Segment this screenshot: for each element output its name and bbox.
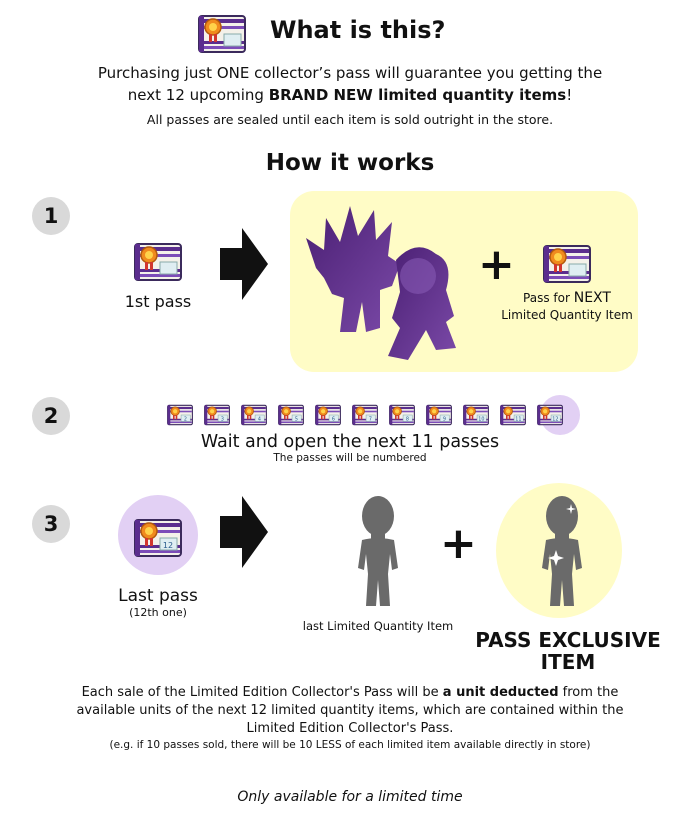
numbered-pass-icon [203, 402, 231, 428]
numbered-pass-icon [425, 402, 453, 428]
numbered-pass-icon [351, 402, 379, 428]
last-item-label: last Limited Quantity Item [302, 619, 454, 633]
numbered-passes-row [166, 398, 586, 434]
footer-line1 [0, 684, 700, 702]
numbered-pass-icon [240, 402, 268, 428]
arrow-right-icon [220, 496, 268, 568]
pass-number: 12 [552, 417, 559, 423]
next-pass-label-line1 [494, 290, 640, 307]
step-number-3: 3 [32, 505, 70, 543]
intro-text-line1: Purchasing just ONE collector’s pass will guarantee you getting the [97, 64, 603, 82]
next-pass-label [494, 290, 640, 324]
step2-label: Wait and open the next 11 passes [200, 432, 500, 452]
plus-sign: + [440, 518, 477, 569]
pass-number: 11 [515, 417, 522, 423]
next-pass-label-line2: Limited Quantity Item [501, 308, 633, 322]
avatar-silhouette-icon [350, 494, 406, 612]
pass-number: 6 [331, 417, 335, 423]
collectors-pass-icon [196, 10, 248, 58]
intro-text-line3: All passes are sealed until each item is sold outright in the store. [146, 112, 554, 127]
step-number-2: 2 [32, 397, 70, 435]
last-pass-icon [132, 514, 184, 562]
numbered-pass-icon [462, 402, 490, 428]
plus-sign: + [478, 239, 515, 290]
pass-number: 9 [442, 417, 446, 423]
pass-number: 8 [405, 417, 409, 423]
footer-example-note: (e.g. if 10 passes sold, there will be 10 LESS of each limited item available directly in store) [109, 739, 591, 751]
first-pass-icon [132, 238, 184, 286]
exclusive-avatar-icon [534, 494, 590, 612]
next-pass-label-bold: NEXT [573, 290, 611, 306]
footer-line1-pre: Each sale of the Limited Edition Collector's Pass will be [81, 685, 443, 700]
numbered-pass-icon [314, 402, 342, 428]
exclusive-item-label [470, 629, 666, 673]
exclusive-item-line1: PASS EXCLUSIVE [475, 628, 661, 652]
pass-number: 7 [368, 417, 372, 423]
numbered-pass-icon [166, 402, 194, 428]
numbered-pass-icon [277, 402, 305, 428]
arrow-right-icon [220, 228, 268, 300]
footer-line2: available units of the next 12 limited quantity items, which are contained within the [76, 703, 624, 718]
next-pass-icon [541, 240, 593, 288]
pass-number: 2 [183, 417, 187, 423]
exclusive-item-line2: ITEM [540, 650, 596, 674]
last-pass-label: Last pass [118, 586, 198, 606]
section-title: How it works [265, 150, 435, 176]
pass-number: 10 [478, 417, 485, 423]
numbered-pass-icon [388, 402, 416, 428]
intro-text-line2 [0, 86, 700, 104]
footer-line1-bold: a unit deducted [442, 685, 559, 700]
mystery-item-silhouette-icon [296, 198, 472, 364]
intro-line2-pre: next 12 upcoming [127, 86, 269, 104]
next-pass-label-pre: Pass for [523, 291, 574, 305]
step-number-1: 1 [32, 197, 70, 235]
intro-line2-post: ! [566, 86, 573, 104]
pass-number: 5 [294, 417, 298, 423]
numbered-pass-icon [536, 402, 564, 428]
last-pass-sublabel: (12th one) [129, 606, 187, 619]
pass-number: 4 [257, 417, 261, 423]
intro-line2-bold: BRAND NEW limited quantity items [268, 86, 567, 104]
footer-line3: Limited Edition Collector's Pass. [246, 721, 454, 736]
page-title: What is this? [270, 16, 446, 44]
numbered-pass-icon [499, 402, 527, 428]
pass-number: 3 [220, 417, 224, 423]
step2-sublabel: The passes will be numbered [273, 452, 427, 464]
footer-line1-post: from the [558, 685, 619, 700]
last-pass-number: 12 [162, 541, 174, 550]
first-pass-label: 1st pass [124, 292, 192, 311]
limited-time-note: Only available for a limited time [237, 789, 463, 805]
